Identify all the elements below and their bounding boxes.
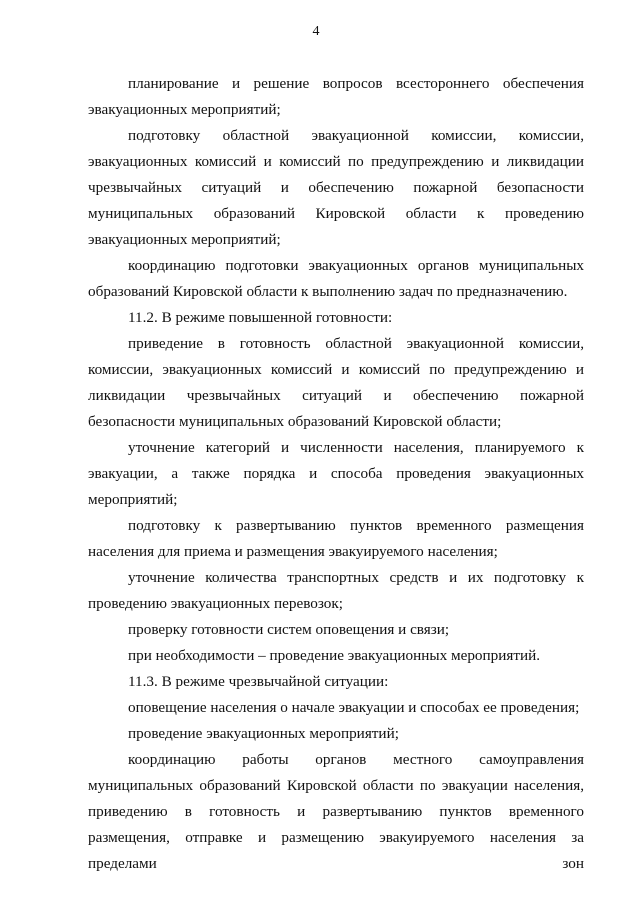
paragraph-10: при необходимости – проведение эвакуационных мероприятий. bbox=[128, 647, 541, 664]
paragraph-13: проведение эвакуационных мероприятий; bbox=[128, 725, 399, 742]
paragraph-14: координацию работы органов местного самоуправления муниципальных образований Кировской области по эвакуации населения, приведению в готовность и развертыванию пунктов временного размещения, отправке и размещению эвакуируемого населения за пределами зон bbox=[88, 751, 584, 872]
section-heading-11-2: 11.2. В режиме повышенной готовности: bbox=[128, 309, 393, 326]
page-number: 4 bbox=[312, 24, 320, 39]
paragraph-2: подготовку областной эвакуационной комиссии, комиссии, эвакуационных комиссий и комиссий по предупреждению и ликвидации чрезвычайных ситуаций и обеспечению пожарной безопасности муниципальных образований Кировской области к проведению эвакуационных мероприятий; bbox=[88, 127, 584, 248]
paragraph-12: оповещение населения о начале эвакуации и способах ее проведения; bbox=[128, 699, 580, 716]
paragraph-3: координацию подготовки эвакуационных органов муниципальных образований Кировской области к выполнению задач по предназначению. bbox=[88, 257, 584, 300]
paragraph-8: уточнение количества транспортных средств и их подготовку к проведению эвакуационных перевозок; bbox=[88, 569, 584, 612]
document-body bbox=[88, 71, 584, 877]
paragraph-9: проверку готовности систем оповещения и связи; bbox=[128, 621, 450, 638]
section-heading-11-3: 11.3. В режиме чрезвычайной ситуации: bbox=[128, 673, 389, 690]
paragraph-7: подготовку к развертыванию пунктов временного размещения населения для приема и размещения эвакуируемого населения; bbox=[88, 517, 584, 560]
paragraph-6: уточнение категорий и численности населения, планируемого к эвакуации, а также порядка и способа проведения эвакуационных мероприятий; bbox=[88, 439, 584, 508]
paragraph-1: планирование и решение вопросов всестороннего обеспечения эвакуационных мероприятий; bbox=[88, 75, 584, 118]
paragraph-5: приведение в готовность областной эвакуационной комиссии, комиссии, эвакуационных комиссий и комиссий по предупреждению и ликвидации чрезвычайных ситуаций и обеспечению пожарной безопасности муниципальных образований Кировской области; bbox=[88, 335, 584, 430]
